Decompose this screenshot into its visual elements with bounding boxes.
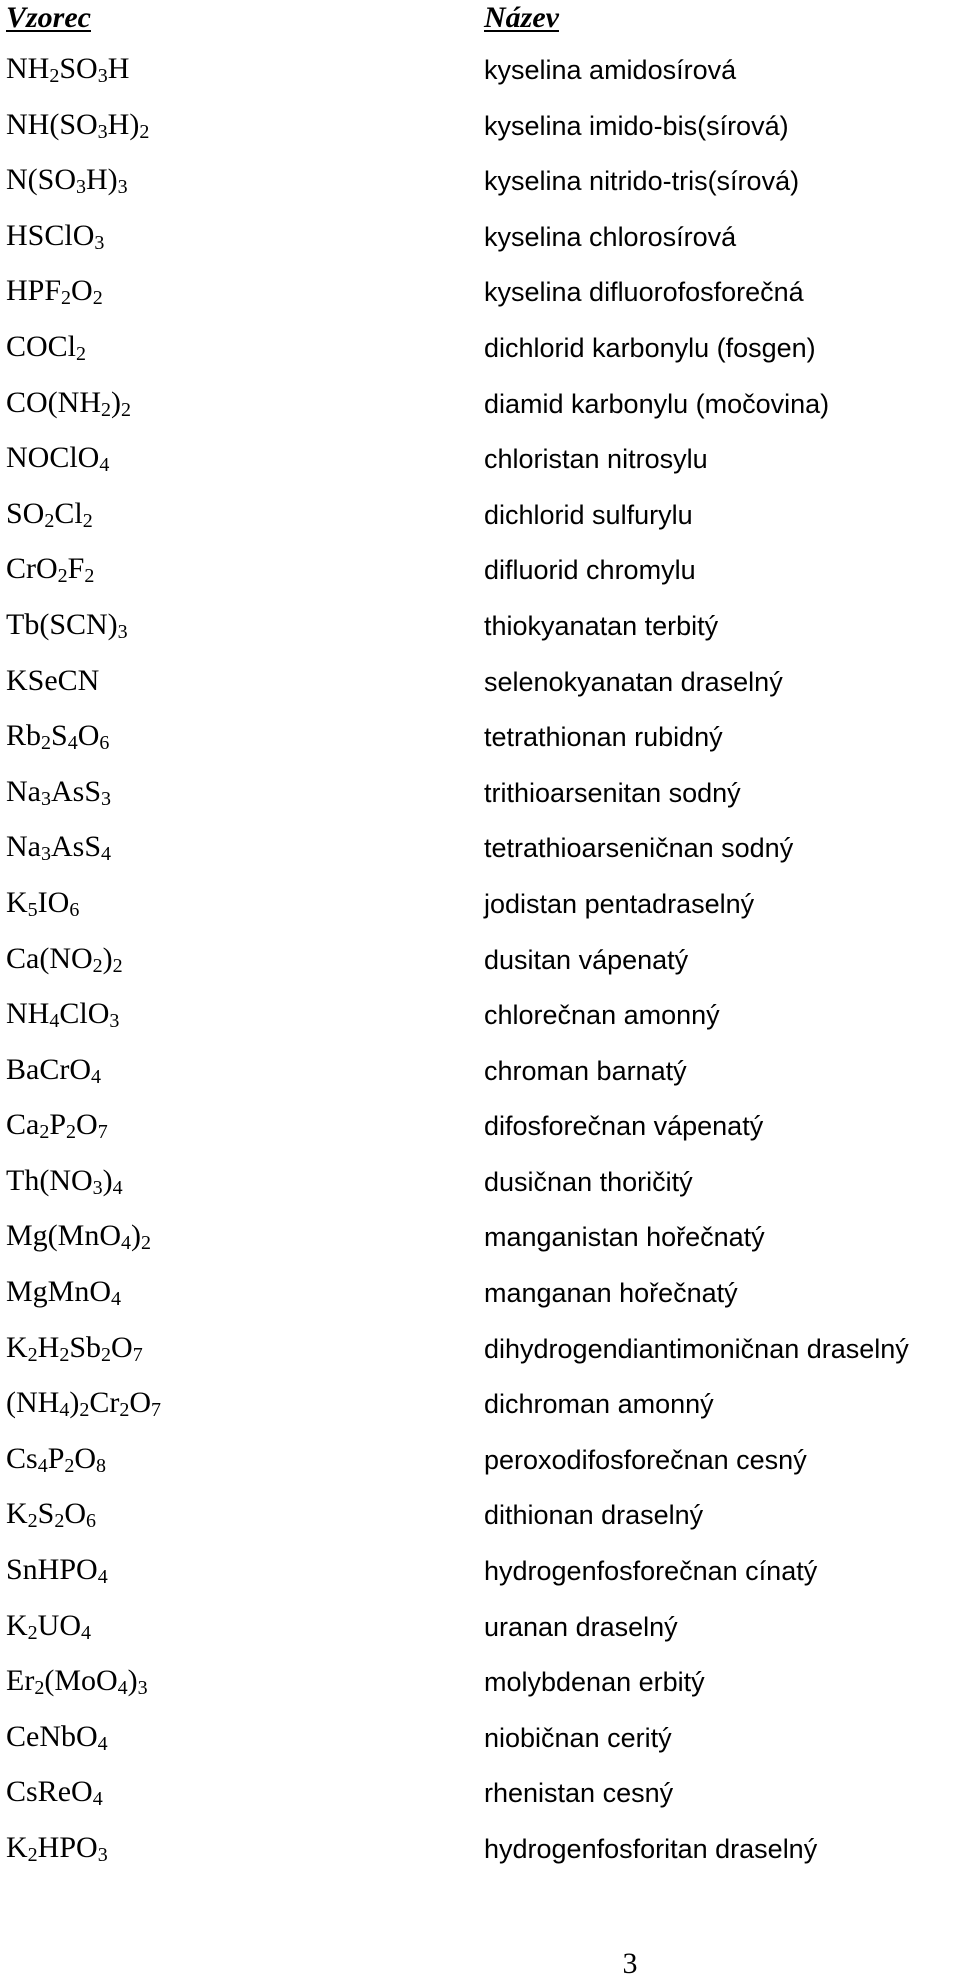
formula-text: O: [129, 1386, 151, 1420]
formula-subscript: 4: [97, 1566, 108, 1589]
chemical-formula: [6, 1331, 143, 1365]
table-row: [0, 213, 960, 269]
formula-subscript: 7: [97, 1121, 108, 1144]
chemical-formula: [6, 1831, 108, 1865]
compound-name: peroxodifosforečnan cesný: [484, 1444, 807, 1475]
formula-text: AsS: [50, 830, 102, 864]
formula-subscript: 4: [81, 1621, 92, 1644]
compound-name: kyselina imido-bis(sírová): [484, 110, 789, 141]
formula-text: (MoO: [44, 1664, 118, 1698]
compound-name: dichroman amonný: [484, 1389, 714, 1420]
table-row: [0, 324, 960, 380]
chemical-formula: [6, 1219, 151, 1253]
compound-name: chroman barnatý: [484, 1055, 687, 1086]
compound-name: tetrathionan rubidný: [484, 722, 723, 753]
formula-subscript: 2: [82, 509, 93, 532]
chemical-formula: [6, 719, 109, 753]
formula-subscript: 2: [34, 1677, 45, 1700]
formula-text: K: [6, 885, 28, 919]
chemical-formula: [6, 274, 103, 308]
formula-subscript: 2: [92, 287, 103, 310]
formula-text: ): [102, 941, 113, 975]
formula-text: S: [37, 1497, 55, 1531]
formula-subscript: 4: [67, 732, 78, 755]
compound-name: diamid karbonylu (močovina): [484, 388, 830, 419]
formula-text: Th(NO: [6, 1163, 93, 1197]
formula-subscript: 3: [40, 787, 51, 810]
formula-text: HSClO: [6, 218, 95, 252]
table-row: [0, 1158, 960, 1214]
formula-subscript: 6: [86, 1510, 97, 1533]
formula-text: Cl: [54, 496, 83, 530]
compound-name: hydrogenfosforitan draselný: [484, 1834, 818, 1864]
formula-subscript: 4: [37, 1454, 48, 1477]
chemical-formula: [6, 1053, 101, 1087]
formula-text: NOClO: [6, 441, 100, 475]
formula-text: BaCrO: [6, 1052, 91, 1086]
formula-subscript: 2: [79, 1399, 90, 1422]
compound-name: selenokyanatan draselný: [484, 666, 783, 697]
formula-subscript: 2: [76, 342, 87, 365]
formula-subscript: 2: [141, 1232, 152, 1255]
chemical-formula: [6, 997, 119, 1031]
formula-text: P: [49, 1108, 67, 1142]
formula-text: Tb(SCN): [6, 607, 118, 641]
formula-text: Ca(NO: [6, 941, 93, 975]
formula-subscript: 3: [76, 176, 87, 199]
chemical-formula: [6, 942, 123, 976]
compound-name: kyselina nitrido-tris(sírová): [484, 166, 800, 197]
table-row: [0, 769, 960, 825]
formula-text: S: [51, 719, 68, 753]
formula-text: H): [107, 107, 140, 141]
formula-text: MgMnO: [6, 1275, 112, 1309]
compound-name: hydrogenfosforečnan cínatý: [484, 1556, 818, 1587]
table-row: [0, 1436, 960, 1492]
chemical-formula: [6, 441, 109, 475]
formula-subscript: 3: [117, 620, 128, 643]
formula-text: O: [64, 1497, 87, 1531]
formula-text: Cr: [89, 1386, 120, 1420]
formula-text: Na: [6, 774, 41, 808]
chemical-formula: [6, 664, 99, 698]
formula-subscript: 2: [27, 1510, 38, 1533]
formula-subscript: 2: [54, 1510, 65, 1533]
chemical-formula: [6, 386, 131, 420]
table-row: [0, 1825, 960, 1881]
chemical-formula: [6, 608, 128, 642]
formula-text: N(SO: [6, 163, 77, 197]
formula-subscript: 4: [111, 1288, 122, 1311]
formula-text: CeNbO: [6, 1719, 98, 1753]
table-row: [0, 936, 960, 992]
formula-subscript: 3: [97, 120, 108, 143]
formula-subscript: 4: [49, 1010, 60, 1033]
formula-text: K: [6, 1608, 28, 1642]
compound-name: rhenistan cesný: [484, 1778, 674, 1809]
table-row: [0, 1047, 960, 1103]
table-row: [0, 491, 960, 547]
chemical-formula: [6, 1164, 123, 1198]
table-row: [0, 1380, 960, 1436]
table-row: [0, 268, 960, 324]
formula-subscript: 4: [101, 843, 112, 866]
compound-name: thiokyanatan terbitý: [484, 610, 719, 641]
formula-subscript: 7: [132, 1343, 143, 1366]
formula-text: F: [67, 552, 85, 586]
table-row: [0, 1269, 960, 1325]
table-header: [0, 0, 960, 40]
compound-name: niobičnan ceritý: [484, 1722, 672, 1753]
formula-text: P: [47, 1441, 65, 1475]
formula-subscript: 2: [64, 1454, 75, 1477]
formula-text: Mg(MnO: [6, 1219, 122, 1253]
formula-subscript: 3: [40, 843, 51, 866]
formula-subscript: 2: [49, 65, 60, 87]
formula-text: NH: [6, 52, 50, 85]
chemical-formula: [6, 1108, 108, 1142]
table-row: [0, 1603, 960, 1659]
table-row: [0, 991, 960, 1047]
formula-text: Ca: [6, 1108, 40, 1142]
formula-text: K: [6, 1497, 28, 1531]
formula-text: SnHPO: [6, 1553, 98, 1587]
formula-subscript: 4: [117, 1677, 128, 1700]
formula-text: Cs: [6, 1441, 38, 1475]
formula-subscript: 2: [66, 1121, 77, 1144]
chemical-formula: [6, 108, 149, 142]
formula-subscript: 8: [96, 1454, 107, 1477]
compound-name: difosforečnan vápenatý: [484, 1111, 764, 1142]
table-row: [0, 602, 960, 658]
formula-text: CrO: [6, 552, 58, 586]
formula-text: Rb: [6, 719, 42, 753]
table-row: [0, 435, 960, 491]
formula-subscript: 2: [44, 509, 55, 532]
table-row: [0, 157, 960, 213]
formula-subscript: 2: [61, 287, 72, 310]
formula-subscript: 2: [59, 1343, 70, 1366]
chemical-formula: [6, 52, 129, 86]
formula-text: H: [107, 52, 130, 85]
compound-name: manganistan hořečnatý: [484, 1222, 765, 1253]
formula-text: CsReO: [6, 1775, 93, 1809]
formula-text: ): [69, 1386, 80, 1420]
formula-text: H): [86, 163, 118, 197]
formula-subscript: 3: [97, 1844, 108, 1866]
compound-name: jodistan pentadraselný: [484, 888, 755, 919]
compound-name: dihydrogendiantimoničnan draselný: [484, 1333, 909, 1364]
formula-subscript: 4: [91, 1065, 101, 1088]
formula-subscript: 3: [94, 231, 105, 254]
table-row: [0, 380, 960, 436]
compound-name: dichlorid karbonylu (fosgen): [484, 332, 816, 363]
formula-subscript: 2: [101, 398, 111, 421]
formula-subscript: 2: [39, 1121, 50, 1144]
chemical-formula: [6, 552, 94, 586]
formula-text: IO: [37, 885, 70, 919]
chemical-formula: [6, 1609, 91, 1643]
formula-text: O: [77, 719, 100, 753]
column-header-formula: Vzorec: [6, 1, 91, 34]
formula-text: O: [71, 274, 93, 308]
formula-text: K: [6, 1831, 28, 1864]
table-row: [0, 46, 960, 102]
compound-name: molybdenan erbitý: [484, 1667, 705, 1698]
formula-text: H: [37, 1330, 60, 1364]
formula-subscript: 2: [27, 1844, 38, 1866]
chemical-formula: [6, 775, 111, 809]
formula-text: O: [111, 1330, 133, 1364]
formula-text: ClO: [59, 997, 110, 1031]
formula-subscript: 2: [92, 954, 103, 977]
formula-subscript: 4: [97, 1732, 108, 1755]
compound-name: tetrathioarseničnan sodný: [484, 833, 794, 864]
chemical-formula: [6, 497, 93, 531]
formula-subscript: 4: [99, 454, 110, 477]
table-row: [0, 1213, 960, 1269]
formula-text: HPO: [37, 1831, 98, 1864]
formula-text: COCl: [6, 329, 77, 363]
formula-subscript: 3: [137, 1677, 148, 1700]
chemical-formula: [6, 1720, 108, 1754]
table-row: [0, 1325, 960, 1381]
compound-name: chlorečnan amonný: [484, 1000, 720, 1031]
formula-subscript: 3: [92, 1176, 103, 1199]
table-row: [0, 1714, 960, 1770]
formula-subscript: 3: [117, 176, 128, 199]
chemical-formula: [6, 1386, 161, 1420]
formula-text: NH: [6, 997, 50, 1031]
formula-subscript: 2: [139, 120, 150, 143]
formula-text: SO: [59, 52, 98, 85]
formula-text: ): [127, 1664, 138, 1698]
compound-name: trithioarsenitan sodný: [484, 777, 741, 808]
chemical-formula: [6, 1275, 121, 1309]
formula-text: HPF: [6, 274, 62, 308]
chemical-formula: [6, 163, 128, 197]
formula-text: Er: [6, 1664, 35, 1698]
formula-subscript: 4: [92, 1788, 103, 1811]
compound-name: kyselina difluorofosforečná: [484, 277, 804, 308]
table-row: [0, 546, 960, 602]
chemical-formula: [6, 1442, 106, 1476]
compound-name: dichlorid sulfurylu: [484, 499, 693, 530]
table-row: [0, 1102, 960, 1158]
table-row: [0, 1491, 960, 1547]
compound-name: difluorid chromylu: [484, 555, 696, 586]
chemical-formula: [6, 1553, 108, 1587]
table-row: [0, 1769, 960, 1825]
compound-name: kyselina amidosírová: [484, 55, 737, 85]
formula-subscript: 6: [69, 898, 80, 921]
chemical-formula: [6, 886, 79, 920]
formula-subscript: 2: [41, 732, 52, 755]
column-header-name: Název: [484, 1, 559, 34]
table-row: [0, 658, 960, 714]
formula-text: AsS: [50, 774, 102, 808]
chemical-formula: [6, 1775, 103, 1809]
page-number: 3: [622, 1947, 638, 1980]
formula-subscript: 7: [151, 1399, 161, 1422]
formula-subscript: 2: [119, 1399, 130, 1422]
compound-name: dusičnan thoričitý: [484, 1166, 693, 1197]
formula-text: O: [76, 1108, 98, 1142]
formula-subscript: 4: [59, 1399, 70, 1422]
formula-subscript: 2: [121, 398, 131, 421]
formula-subscript: 3: [109, 1010, 120, 1033]
formula-text: SO: [6, 496, 45, 530]
formula-text: ): [102, 1163, 113, 1197]
table-row: [0, 102, 960, 158]
formula-subscript: 3: [97, 65, 108, 87]
formula-subscript: 6: [99, 732, 110, 755]
chemical-formula: [6, 830, 111, 864]
formula-subscript: 4: [112, 1176, 123, 1199]
formula-text: Na: [6, 830, 41, 864]
formula-text: ): [111, 385, 121, 419]
formula-subscript: 2: [101, 1343, 112, 1366]
formula-text: K: [6, 1330, 28, 1364]
formula-text: (NH: [6, 1386, 60, 1420]
formula-text: KSeCN: [6, 663, 100, 697]
formula-text: NH(SO: [6, 107, 98, 141]
table-row: [0, 880, 960, 936]
chemical-formula: [6, 1497, 96, 1531]
chemical-formula: [6, 1664, 148, 1698]
formula-subscript: 2: [57, 565, 68, 588]
formula-text: CO(NH: [6, 385, 101, 419]
table-row: [0, 713, 960, 769]
compound-name: dusitan vápenatý: [484, 944, 689, 975]
compound-name: manganan hořečnatý: [484, 1278, 738, 1309]
chemical-formula: [6, 330, 86, 364]
compound-name: uranan draselný: [484, 1611, 678, 1642]
table-row: [0, 824, 960, 880]
formula-subscript: 3: [101, 787, 112, 810]
compound-name: kyselina chlorosírová: [484, 221, 737, 252]
formula-subscript: 2: [27, 1343, 38, 1366]
formula-text: Sb: [69, 1330, 102, 1364]
formula-text: ): [131, 1219, 142, 1253]
chemical-formula: [6, 219, 104, 253]
formula-subscript: 2: [84, 565, 95, 588]
formula-subscript: 4: [121, 1232, 132, 1255]
formula-text: UO: [37, 1608, 82, 1642]
formula-subscript: 5: [27, 898, 38, 921]
formula-text: O: [74, 1441, 97, 1475]
compound-name: chloristan nitrosylu: [484, 444, 708, 475]
table-row: [0, 1658, 960, 1714]
compound-name: dithionan draselný: [484, 1500, 704, 1531]
table-row: [0, 1547, 960, 1603]
formula-subscript: 2: [27, 1621, 38, 1644]
formula-subscript: 2: [112, 954, 123, 977]
compound-table: [0, 46, 960, 1881]
